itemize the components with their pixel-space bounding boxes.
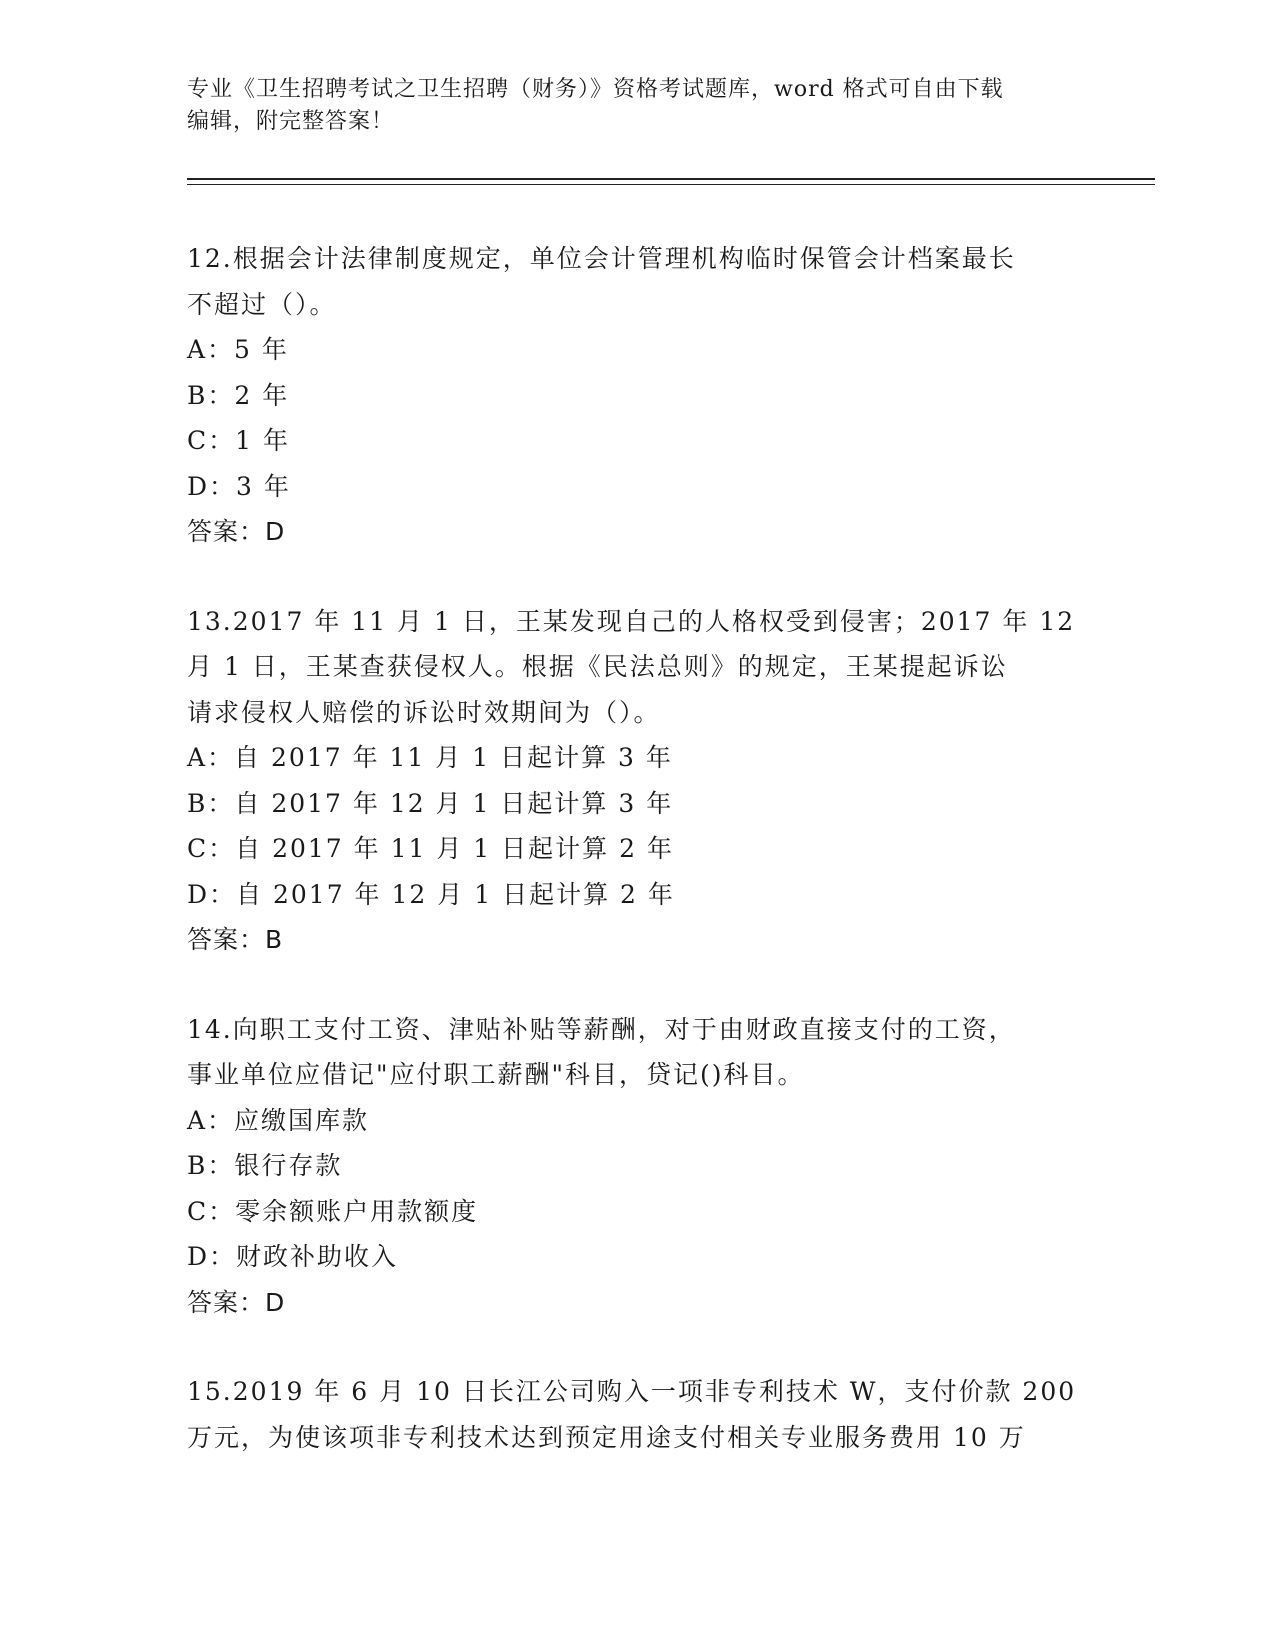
header-divider-thin	[187, 184, 1155, 185]
question-text-line: 15.2019 年 6 月 10 日长江公司购入一项非专利技术 W，支付价款 200	[187, 1377, 1077, 1406]
answer: 答案：D	[187, 517, 286, 546]
option-b: B：2 年	[187, 380, 290, 410]
option-d: D：财政补助收入	[187, 1242, 399, 1271]
option-b: B：银行存款	[187, 1151, 343, 1180]
document-header	[187, 74, 1087, 138]
question-text-line: 13.2017 年 11 月 1 日，王某发现自己的人格权受到侵害；2017 年 12	[187, 606, 1076, 636]
question-text-line: 请求侵权人赔偿的诉讼时效期间为（）。	[187, 697, 661, 727]
question-14	[187, 1007, 1087, 1326]
option-d: D：自 2017 年 12 月 1 日起计算 2 年	[187, 879, 675, 909]
option-a: A：应缴国库款	[187, 1105, 370, 1135]
question-list	[187, 236, 1087, 1504]
question-text-line: 月 1 日，王某查获侵权人。根据《民法总则》的规定，王某提起诉讼	[187, 652, 1008, 681]
question-13	[187, 599, 1087, 963]
question-15	[187, 1369, 1087, 1460]
header-line: 专业《卫生招聘考试之卫生招聘（财务）》资格考试题库，word 格式可自由下载	[187, 77, 1004, 102]
header-divider-thick	[187, 178, 1155, 180]
option-c: C：自 2017 年 11 月 1 日起计算 2 年	[187, 834, 674, 863]
option-d: D：3 年	[187, 471, 291, 501]
answer: 答案：B	[187, 925, 284, 954]
question-12	[187, 236, 1087, 555]
question-text-line: 14.向职工支付工资、津贴补贴等薪酬，对于由财政直接支付的工资，	[187, 1014, 1016, 1044]
header-line: 编辑，附完整答案！	[187, 109, 395, 134]
option-a: A：5 年	[187, 335, 289, 364]
option-c: C：零余额账户用款额度	[187, 1196, 479, 1226]
question-text-line: 万元，为使该项非专利技术达到预定用途支付相关专业服务费用 10 万	[187, 1422, 1026, 1452]
option-b: B：自 2017 年 12 月 1 日起计算 3 年	[187, 788, 674, 818]
question-text-line: 不超过（）。	[187, 289, 337, 319]
question-text-line: 12.根据会计法律制度规定，单位会计管理机构临时保管会计档案最长	[187, 244, 1016, 273]
option-a: A：自 2017 年 11 月 1 日起计算 3 年	[187, 743, 673, 772]
option-c: C：1 年	[187, 426, 290, 455]
answer: 答案：D	[187, 1287, 286, 1317]
question-text-line: 事业单位应借记"应付职工薪酬"科目，贷记()科目。	[187, 1060, 805, 1089]
